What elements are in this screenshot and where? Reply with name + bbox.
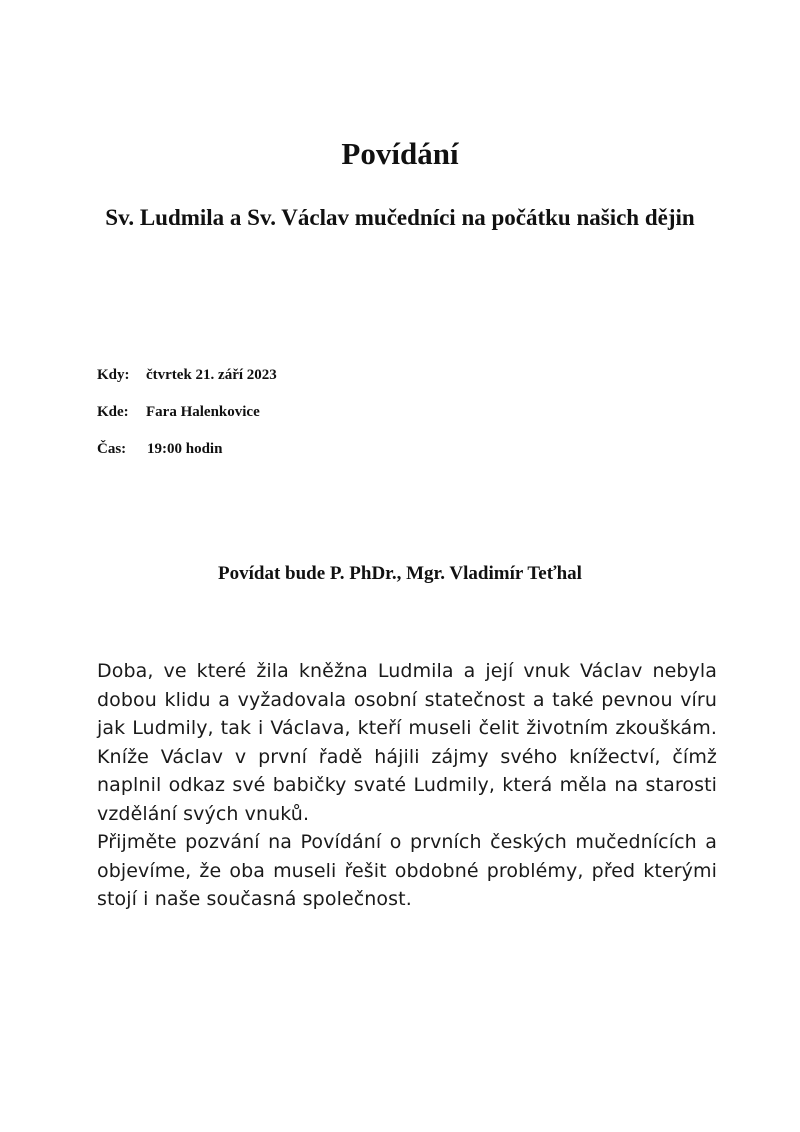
info-row-where [97,402,260,422]
speaker-line: Povídat bude P. PhDr., Mgr. Vladimír Teťhal [218,563,582,584]
body-text [97,657,717,914]
time-value: 19:00 hodin [147,441,223,457]
info-row-when [97,365,277,385]
when-value: čtvrtek 21. září 2023 [146,367,277,383]
info-row-time [97,439,223,459]
when-label: Kdy: [97,367,130,383]
where-label: Kde: [97,404,129,420]
time-label: Čas: [97,441,127,457]
page-subtitle: Sv. Ludmila a Sv. Václav mučedníci na počátku našich dějin [105,205,695,230]
paragraph-2: Přijměte pozvání na Povídání o prvních českých mučednících a objevíme, že oba museli řešit obdobné problémy, před kterými stojí i naše současná společnost. [97,831,717,910]
where-value: Fara Halenkovice [146,404,260,420]
page-title: Povídání [341,136,459,171]
paragraph-1: Doba, ve které žila kněžna Ludmila a její vnuk Václav nebyla dobou klidu a vyžadovala osobní statečnost a také pevnou víru jak Ludmily, tak i Václava, kteří museli čelit životním zkouškám. Kníže Václav v první řadě hájili zájmy svého knížectví, čímž naplnil odkaz své babičky svaté Ludmily, která měla na starosti vzdělání svých vnuků. [97,660,717,825]
